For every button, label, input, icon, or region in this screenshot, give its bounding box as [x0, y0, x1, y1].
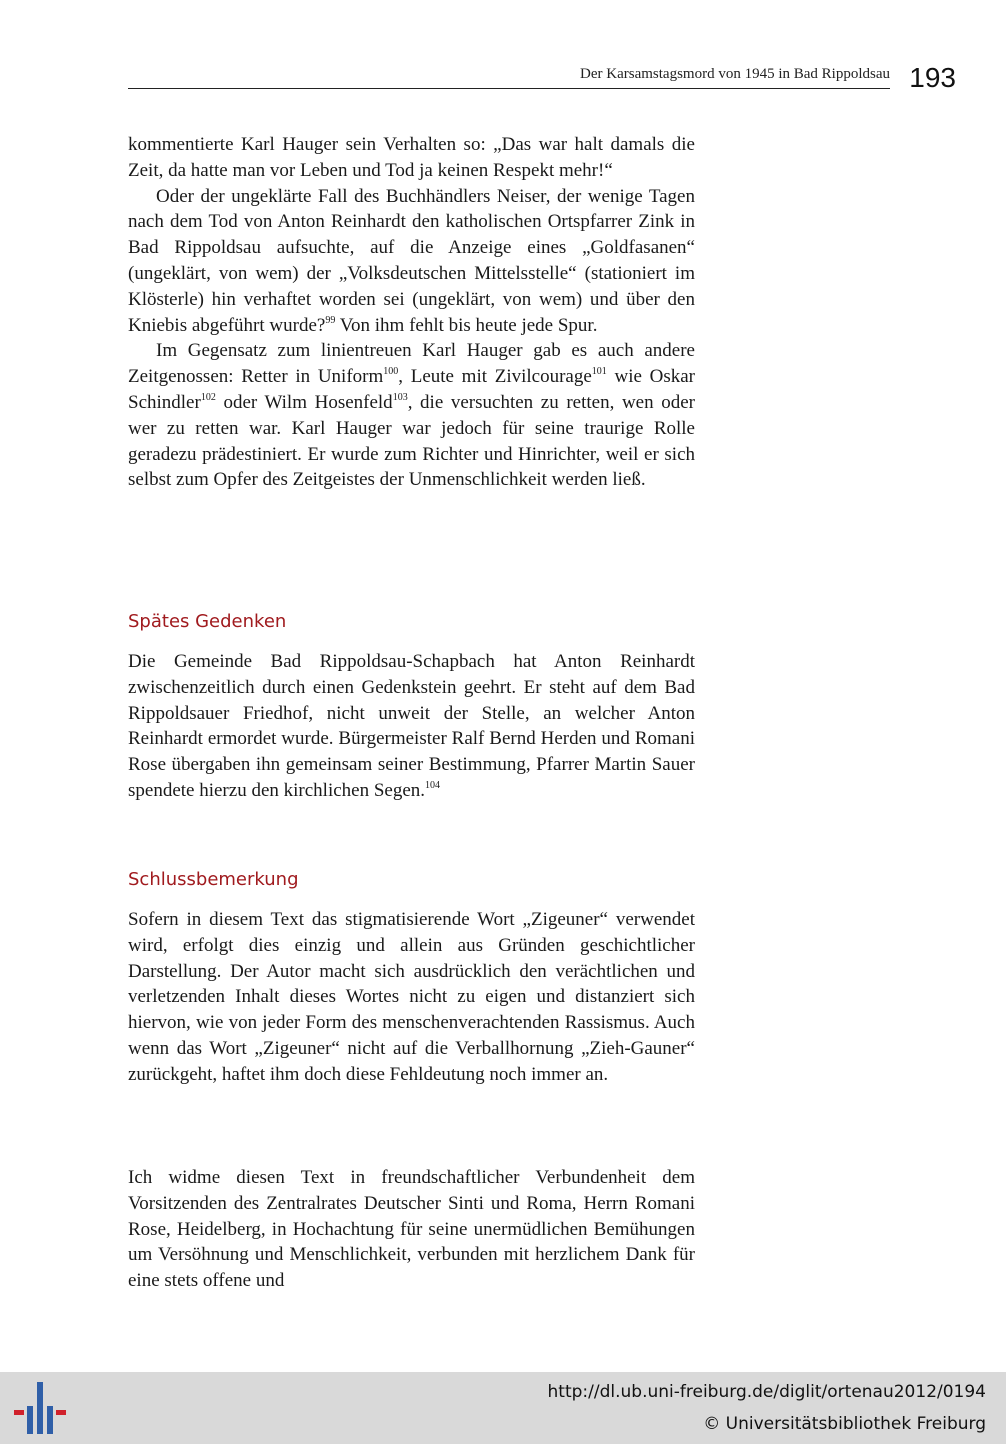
footnote-ref: 104 — [425, 779, 441, 791]
paragraph — [128, 649, 695, 804]
footnote-ref: 102 — [200, 391, 216, 403]
paragraph-text: , Leute mit Zivilcourage — [398, 366, 592, 388]
footnote-ref: 100 — [383, 366, 399, 378]
ub-freiburg-logo-icon — [12, 1380, 68, 1436]
footnote-ref: 103 — [392, 391, 408, 403]
paragraph: Sofern in diesem Text das stigmatisierende Wort „Zigeuner“ verwendet wird, erfolgt dies einzig und allein aus Gründen geschichtlicher Darstellung. Der Autor macht sich ausdrücklich den verächtlichen und verletzenden Inhalt dieses Wortes nicht zu eigen und distanziert sich hiervon, wie von jeder Form des menschenverachtenden Rassismus. Auch wenn das Wort „Zigeuner“ nicht auf die Verballhornung „Zieh-Gauner“ zurückgeht, haftet ihm doch diese Fehldeutung noch immer an. — [128, 909, 695, 1085]
footnote-ref: 99 — [325, 314, 336, 326]
paragraph: kommentierte Karl Hauger sein Verhalten so: „Das war halt damals die Zeit, da hatte man vor Leben und Tod ja keinen Respekt mehr!“ — [128, 134, 695, 181]
paragraph — [128, 184, 695, 339]
source-url-link[interactable]: http://dl.ub.uni-freiburg.de/diglit/ortenau2012/0194 — [547, 1382, 986, 1402]
paragraph-text: Oder der ungeklärte Fall des Buchhändlers Neiser, der wenige Tagen nach dem Tod von Anton Reinhardt den katholischen Ortspfarrer Zink in Bad Rippoldsau aufsuchte, auf die Anzeige eines „Goldfasanen“ (ungeklärt, von wem) der „Volksdeutschen Mittelsstelle“ (stationiert im Klösterle) hin verhaftet worden sei (ungeklärt, von wem) und über den Kniebis abgeführt wurde? — [128, 185, 695, 336]
paragraph-text: oder Wilm Hosenfeld — [215, 391, 393, 413]
paragraph-text: wie Oskar Schindler — [128, 366, 696, 413]
paragraph — [128, 338, 695, 493]
footnote-ref: 101 — [591, 366, 607, 378]
paragraph-text: Von ihm fehlt bis heute jede Spur. — [335, 314, 598, 336]
paragraph-text: Die Gemeinde Bad Rippoldsau-Schapbach hat Anton Reinhardt zwischenzeitlich durch einen Gedenkstein geehrt. Er steht auf dem Bad Rippoldsauer Friedhof, nicht unweit der Stelle, an welcher Anton Reinhardt ermordet wurde. Bürgermeister Ralf Bernd Herden und Romani Rose übergaben ihn gemeinsam seiner Bestimmung, Pfarrer Martin Sauer spendete hierzu den kirchlichen Segen. — [128, 651, 695, 801]
paragraph: Ich widme diesen Text in freundschaftlicher Verbundenheit dem Vorsitzenden des Zentralrates Deutscher Sinti und Roma, Herrn Romani Rose, Heidelberg, in Hochachtung für seine unermüdlichen Bemühungen um Versöhnung und Menschlichkeit, verbunden mit herzlichem Dank für eine stets offene und — [128, 1167, 695, 1292]
page-number: 193 — [909, 62, 956, 93]
section-heading-schlussbemerkung: Schlussbemerkung — [128, 869, 299, 890]
paragraph-text: Im Gegensatz zum linientreuen Karl Hauger gab es auch andere Zeitgenossen: Retter in Uniform — [128, 340, 695, 388]
section-text — [128, 649, 695, 804]
body-text — [128, 132, 695, 493]
dedication-text — [128, 1165, 695, 1294]
paragraph-text: , die versuchten zu retten, wen oder wer zu retten war. Karl Hauger war jedoch für seine traurige Rolle geradezu prädestiniert. Er wurde zum Richter und Hinrichter, weil er sich selbst zum Opfer des Zeitgeistes der Unmenschlichkeit werden ließ. — [128, 391, 695, 491]
footer-bar — [0, 1372, 1006, 1444]
copyright-text: © Universitätsbibliothek Freiburg — [703, 1414, 986, 1434]
running-title: Der Karsamstagsmord von 1945 in Bad Rippoldsau — [580, 66, 890, 82]
header-rule — [128, 88, 890, 89]
section-text — [128, 907, 695, 1088]
section-heading-spaetes-gedenken: Spätes Gedenken — [128, 611, 287, 632]
